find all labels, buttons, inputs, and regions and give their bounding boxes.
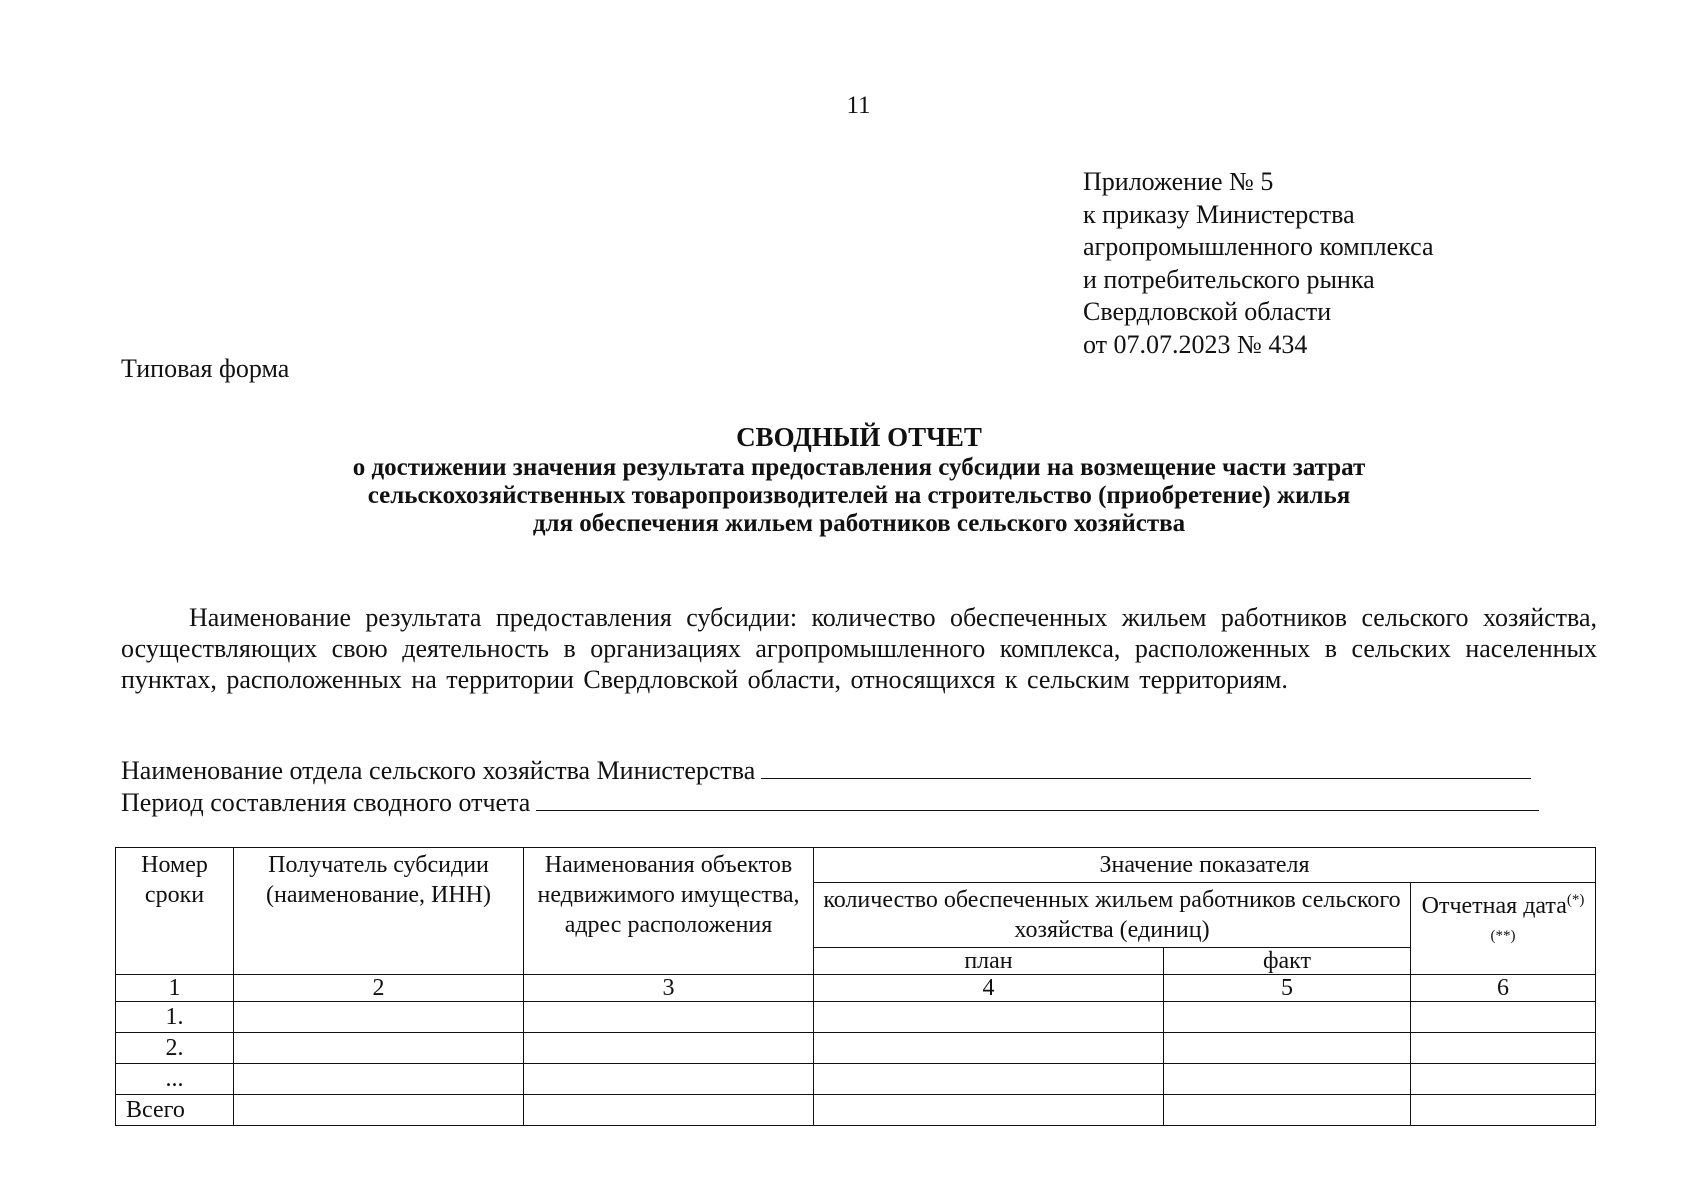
period-field-blank[interactable] [536,788,1539,811]
header-fact: факт [1164,948,1411,975]
header-row-number: Номер сроки [116,848,234,975]
table-cell[interactable] [524,1064,814,1095]
appendix-line: от 07.07.2023 № 434 [1083,329,1308,359]
appendix-line: и потребительского рынка [1083,264,1375,294]
department-field [121,756,1531,786]
table-cell[interactable] [1411,1095,1596,1126]
table-cell[interactable] [1164,1064,1411,1095]
summary-report-table [115,847,1596,1126]
subsidy-result-paragraph: Наименование результата предоставления субсидии: количество обеспеченных жильем работников сельского хозяйства, осуществляющих свою деятельность в организациях агропромышленного комплекса, расположенных в сельских населенных пунктах, расположенных на территории Свердловской области, относящихся к сельским территориям. [121,603,1597,694]
table-cell[interactable] [524,1095,814,1126]
table-cell[interactable] [524,1033,814,1064]
subtitle-line: для обеспечения жильем работников сельского хозяйства [532,510,1186,537]
period-field [121,788,1539,818]
table-row-total [116,1095,1596,1126]
appendix-line: Приложение № 5 [1083,167,1274,196]
header-indicator-value: Значение показателя [814,848,1596,883]
table-cell[interactable] [1164,1033,1411,1064]
table-cell[interactable] [1411,1033,1596,1064]
table-cell[interactable] [234,1095,524,1126]
table-cell[interactable] [814,1064,1164,1095]
table-cell[interactable] [814,1002,1164,1033]
document-title: СВОДНЫЙ ОТЧЕТ [736,422,982,452]
table-cell[interactable] [814,1095,1164,1126]
subtitle-line: о достижении значения результата предоставления субсидии на возмещение части затрат [352,454,1366,481]
header-objects: Наименования объектов недвижимого имущества, адрес расположения [524,848,814,975]
row-label: 1. [116,1002,234,1033]
department-field-blank[interactable] [761,756,1531,779]
column-number: 6 [1411,975,1596,1002]
header-indicator-count: количество обеспеченных жильем работников сельского хозяйства (единиц) [814,883,1411,948]
appendix-line: к приказу Министерства [1083,199,1355,229]
title-block [200,420,1518,538]
column-number: 2 [234,975,524,1002]
appendix-line: агропромышленного комплекса [1083,232,1434,262]
table-cell[interactable] [814,1033,1164,1064]
table-row [116,1002,1596,1033]
header-report-date [1411,883,1596,975]
header-recipient: Получатель субсидии (наименование, ИНН) [234,848,524,975]
table-cell[interactable] [234,1064,524,1095]
period-field-label: Период составления сводного отчета [121,788,531,817]
column-number-row [116,975,1596,1002]
subtitle-line: сельскохозяйственных товаропроизводителей на строительство (приобретение) жилья [367,482,1351,509]
table-cell[interactable] [524,1002,814,1033]
column-number: 3 [524,975,814,1002]
row-label: ... [116,1064,234,1095]
column-number: 4 [814,975,1164,1002]
row-label: 2. [116,1033,234,1064]
appendix-line: Свердловской области [1083,297,1332,327]
page-number: 11 [846,92,871,119]
row-label: Всего [116,1095,234,1126]
document-subtitle [200,454,1518,538]
table-row [116,1033,1596,1064]
table-row [116,1064,1596,1095]
header-report-date-notes: (*) (**) [1490,892,1585,944]
column-number: 1 [116,975,234,1002]
table-cell[interactable] [234,1033,524,1064]
form-type-label: Типовая форма [121,354,290,383]
department-field-label: Наименование отдела сельского хозяйства Министерства [121,756,756,785]
header-plan: план [814,948,1164,975]
table-cell[interactable] [1164,1002,1411,1033]
column-number: 5 [1164,975,1411,1002]
header-report-date-label: Отчетная дата [1421,893,1567,919]
appendix-reference [1083,166,1434,362]
table-cell[interactable] [1411,1002,1596,1033]
table-cell[interactable] [1164,1095,1411,1126]
table-cell[interactable] [1411,1064,1596,1095]
table-cell[interactable] [234,1002,524,1033]
